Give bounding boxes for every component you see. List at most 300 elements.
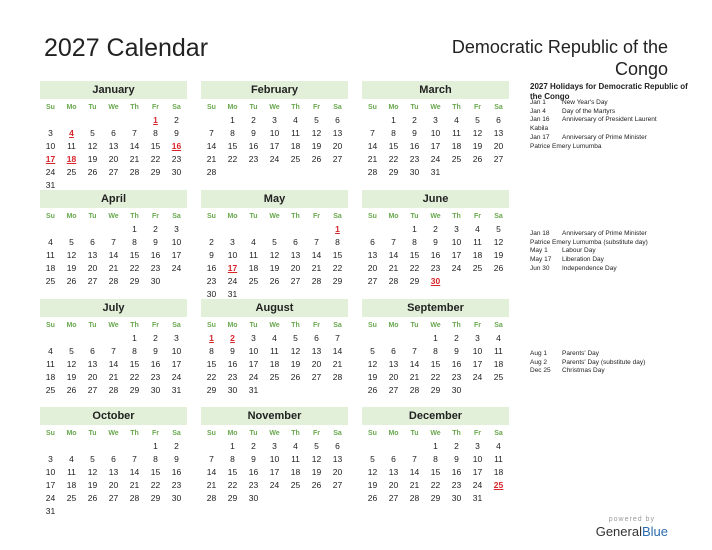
calendar-day: 11 xyxy=(249,250,258,260)
weekday-label: We xyxy=(430,430,441,437)
weekday-label: Mo xyxy=(227,322,238,329)
calendar-day: 8 xyxy=(132,346,137,356)
empty-cell xyxy=(82,440,103,453)
empty-cell xyxy=(82,114,103,127)
weekday-label: Sa xyxy=(333,213,342,220)
calendar-day: 5 xyxy=(69,346,74,356)
calendar-day: 3 xyxy=(433,115,438,125)
calendar-day: 5 xyxy=(370,346,375,356)
empty-cell xyxy=(383,440,404,453)
calendar-day: 9 xyxy=(153,237,158,247)
weekday-label: Mo xyxy=(227,104,238,111)
weekday-label: Mo xyxy=(66,322,77,329)
brand-logo[interactable] xyxy=(596,524,668,540)
powered-by-text: powered by xyxy=(608,516,655,523)
calendar-day: 20 xyxy=(388,372,399,382)
calendar-day: 11 xyxy=(494,454,503,464)
calendar-day: 22 xyxy=(206,372,217,382)
calendar-day: 29 xyxy=(388,167,399,177)
calendar-day: 16 xyxy=(248,141,259,151)
weekday-label: We xyxy=(108,322,119,329)
calendar-day: 17 xyxy=(472,359,483,369)
calendar-day: 21 xyxy=(129,154,140,164)
weekday-label: Tu xyxy=(88,213,97,220)
holiday-name-continued: Kabila xyxy=(530,125,549,133)
month-name: September xyxy=(362,299,509,317)
holiday-name: Parents' Day xyxy=(562,350,600,357)
calendar-day: 31 xyxy=(248,385,259,395)
calendar-day: 17 xyxy=(269,141,280,151)
calendar-day: 20 xyxy=(367,263,378,273)
holiday-name: Anniversary of Prime Minister xyxy=(562,133,647,141)
holiday-row xyxy=(530,116,705,125)
holiday-name: Parents' Day (substitute day) xyxy=(562,358,646,366)
calendar-day: 30 xyxy=(451,385,462,395)
calendar-day: 8 xyxy=(132,237,137,247)
calendar-day: 27 xyxy=(290,276,301,286)
calendar-day: 15 xyxy=(409,250,420,260)
calendar-day: 18 xyxy=(472,250,483,260)
calendar-day: 2 xyxy=(433,224,438,234)
calendar-day: 28 xyxy=(367,167,378,177)
weekday-label: Fr xyxy=(474,104,481,111)
calendar-day: 30 xyxy=(227,385,238,395)
calendar-day: 5 xyxy=(496,224,501,234)
calendar-day: 29 xyxy=(227,493,238,503)
country-name: Democratic Republic of the Congo xyxy=(451,37,668,79)
calendar-day: 13 xyxy=(493,128,504,138)
calendar-day: 24 xyxy=(45,167,56,177)
calendar-day: 13 xyxy=(87,250,98,260)
weekday-label: We xyxy=(269,213,280,220)
calendar-day: 6 xyxy=(496,115,501,125)
holiday-date-label: Jun 30 xyxy=(530,264,550,272)
calendar-day: 28 xyxy=(129,493,140,503)
calendar-day: 17 xyxy=(171,359,182,369)
calendar-day: 7 xyxy=(209,454,214,464)
weekday-label: Su xyxy=(46,430,55,437)
calendar-day: 12 xyxy=(66,250,77,260)
holiday-name-continued: Patrice Emery Lumumba xyxy=(530,142,602,150)
weekday-label: Su xyxy=(368,213,377,220)
holiday-date: 25 xyxy=(493,480,504,490)
calendar-day: 6 xyxy=(111,128,116,138)
calendar-day: 17 xyxy=(269,467,280,477)
calendar-day: 30 xyxy=(171,493,182,503)
calendar-day: 13 xyxy=(332,454,343,464)
calendar-day: 4 xyxy=(293,115,298,125)
empty-cell xyxy=(61,440,82,453)
calendar-day: 21 xyxy=(311,263,322,273)
holiday-row xyxy=(530,230,705,239)
weekday-label: Su xyxy=(207,213,216,220)
month-march xyxy=(362,81,509,179)
calendar-day: 7 xyxy=(111,237,116,247)
calendar-day: 17 xyxy=(472,467,483,477)
calendar-day: 14 xyxy=(367,141,378,151)
weekday-label: Fr xyxy=(152,104,159,111)
holiday-row xyxy=(530,99,705,108)
calendar-day: 10 xyxy=(472,454,483,464)
calendar-day: 21 xyxy=(367,154,378,164)
empty-cell xyxy=(201,114,222,127)
calendar-day: 15 xyxy=(129,250,140,260)
calendar-day: 29 xyxy=(409,276,420,286)
weekday-label: We xyxy=(269,322,280,329)
calendar-day: 1 xyxy=(433,441,438,451)
calendar-day: 15 xyxy=(430,359,441,369)
calendar-day: 3 xyxy=(272,441,277,451)
weekday-label: Fr xyxy=(152,430,159,437)
calendar-day: 18 xyxy=(290,141,301,151)
holiday-row xyxy=(530,134,705,143)
empty-cell xyxy=(40,332,61,345)
calendar-day: 22 xyxy=(129,372,140,382)
calendar-day: 18 xyxy=(248,263,259,273)
calendar-day: 14 xyxy=(409,359,420,369)
calendar-day: 21 xyxy=(388,263,399,273)
calendar-day: 24 xyxy=(472,480,483,490)
calendar-day: 26 xyxy=(66,276,77,286)
calendar-day: 6 xyxy=(90,237,95,247)
weekday-label: Tu xyxy=(88,322,97,329)
calendar-day: 11 xyxy=(473,237,482,247)
calendar-day: 25 xyxy=(45,385,56,395)
month-name: July xyxy=(40,299,187,317)
calendar-day: 14 xyxy=(108,359,119,369)
calendar-day: 4 xyxy=(251,237,256,247)
empty-cell xyxy=(285,223,306,236)
calendar-day: 22 xyxy=(150,480,161,490)
brand-general: General xyxy=(595,524,642,539)
calendar-day: 29 xyxy=(129,276,140,286)
calendar-day: 4 xyxy=(272,333,277,343)
calendar-day: 6 xyxy=(111,454,116,464)
month-name: October xyxy=(40,407,187,425)
calendar-day: 29 xyxy=(150,493,161,503)
calendar-day: 13 xyxy=(388,467,399,477)
calendar-day: 12 xyxy=(66,359,77,369)
calendar-day: 18 xyxy=(45,372,56,382)
calendar-day: 29 xyxy=(430,493,441,503)
calendar-day: 22 xyxy=(129,263,140,273)
calendar-day: 12 xyxy=(493,237,504,247)
weekday-label: Su xyxy=(368,104,377,111)
calendar-day: 18 xyxy=(66,480,77,490)
weekday-label: Mo xyxy=(388,104,399,111)
calendar-day: 25 xyxy=(248,276,259,286)
calendar-day: 16 xyxy=(248,467,259,477)
calendar-day: 24 xyxy=(227,276,238,286)
weekday-label: We xyxy=(269,430,280,437)
empty-cell xyxy=(124,440,145,453)
calendar-day: 10 xyxy=(45,141,56,151)
calendar-day: 9 xyxy=(412,128,417,138)
calendar-day: 9 xyxy=(230,346,235,356)
weekday-label: Mo xyxy=(227,430,238,437)
calendar-day: 8 xyxy=(433,346,438,356)
calendar-day: 6 xyxy=(370,237,375,247)
weekday-label: Th xyxy=(452,213,461,220)
holiday-name: Day of the Martyrs xyxy=(562,107,616,115)
calendar-day: 25 xyxy=(269,372,280,382)
calendar-day: 4 xyxy=(454,115,459,125)
holiday-date-label: Dec 25 xyxy=(530,367,551,375)
empty-cell xyxy=(362,332,383,345)
calendar-day: 24 xyxy=(248,372,259,382)
weekday-label: We xyxy=(430,322,441,329)
weekday-label: Tu xyxy=(249,430,258,437)
calendar-day: 3 xyxy=(475,333,480,343)
calendar-day: 4 xyxy=(69,454,74,464)
calendar-day: 18 xyxy=(493,467,504,477)
calendar-day: 15 xyxy=(206,359,217,369)
weekday-label: Th xyxy=(291,213,300,220)
calendar-day: 3 xyxy=(272,115,277,125)
calendar-day: 12 xyxy=(269,250,280,260)
calendar-day: 7 xyxy=(335,333,340,343)
calendar-day: 28 xyxy=(108,385,119,395)
calendar-day: 7 xyxy=(132,128,137,138)
calendar-day: 21 xyxy=(332,359,343,369)
calendar-day: 19 xyxy=(66,372,77,382)
weekday-label: Su xyxy=(207,322,216,329)
holiday-date-label: Jan 16 xyxy=(530,116,550,124)
calendar-day: 4 xyxy=(48,237,53,247)
calendar-day: 10 xyxy=(171,346,182,356)
calendar-day: 9 xyxy=(174,454,179,464)
calendar-day: 7 xyxy=(314,237,319,247)
weekday-label: Su xyxy=(46,322,55,329)
calendar-day: 19 xyxy=(87,480,98,490)
calendar-day: 12 xyxy=(367,359,378,369)
day-grid xyxy=(40,317,187,397)
month-december xyxy=(362,407,509,505)
calendar-day: 20 xyxy=(332,467,343,477)
calendar-day: 1 xyxy=(433,333,438,343)
calendar-day: 19 xyxy=(472,141,483,151)
month-may xyxy=(201,190,348,301)
weekday-label: Tu xyxy=(249,213,258,220)
calendar-day: 29 xyxy=(430,385,441,395)
calendar-day: 17 xyxy=(45,480,56,490)
weekday-label: Sa xyxy=(494,213,503,220)
calendar-day: 20 xyxy=(108,154,119,164)
calendar-day: 9 xyxy=(209,250,214,260)
calendar-day: 3 xyxy=(230,237,235,247)
calendar-day: 19 xyxy=(367,372,378,382)
holiday-date-label: Aug 1 xyxy=(530,350,547,357)
calendar-day: 16 xyxy=(430,250,441,260)
calendar-day: 23 xyxy=(150,263,161,273)
weekday-label: Sa xyxy=(333,322,342,329)
empty-cell xyxy=(124,114,145,127)
calendar-day: 13 xyxy=(388,359,399,369)
weekday-label: Th xyxy=(130,430,139,437)
calendar-day: 3 xyxy=(454,224,459,234)
calendar-day: 9 xyxy=(153,346,158,356)
calendar-day: 9 xyxy=(174,128,179,138)
calendar-day: 24 xyxy=(171,372,182,382)
weekday-label: Fr xyxy=(474,322,481,329)
calendar-day: 4 xyxy=(496,333,501,343)
month-february xyxy=(201,81,348,179)
calendar-day: 26 xyxy=(311,480,322,490)
calendar-day: 14 xyxy=(409,467,420,477)
calendar-day: 1 xyxy=(412,224,417,234)
weekday-label: We xyxy=(269,104,280,111)
holiday-date: 18 xyxy=(66,154,77,164)
weekday-label: Tu xyxy=(410,104,419,111)
calendar-day: 6 xyxy=(335,441,340,451)
calendar-day: 18 xyxy=(290,467,301,477)
empty-cell xyxy=(103,114,124,127)
holiday-list xyxy=(530,230,705,274)
calendar-day: 23 xyxy=(171,480,182,490)
calendar-day: 15 xyxy=(150,467,161,477)
calendar-day: 28 xyxy=(206,493,217,503)
calendar-day: 20 xyxy=(332,141,343,151)
calendar-day: 17 xyxy=(248,359,259,369)
holiday-name: Anniversary of Prime Minister xyxy=(562,230,647,237)
calendar-day: 10 xyxy=(171,237,182,247)
holiday-date-label: May 17 xyxy=(530,256,552,264)
weekday-label: Tu xyxy=(88,104,97,111)
holiday-date: 1 xyxy=(153,115,158,125)
calendar-day: 21 xyxy=(206,154,217,164)
calendar-day: 17 xyxy=(171,250,182,260)
empty-cell xyxy=(264,223,285,236)
calendar-day: 16 xyxy=(150,250,161,260)
calendar-day: 26 xyxy=(472,154,483,164)
empty-cell xyxy=(306,223,327,236)
calendar-day: 1 xyxy=(132,333,137,343)
weekday-label: We xyxy=(108,104,119,111)
calendar-day: 1 xyxy=(230,115,235,125)
month-name: December xyxy=(362,407,509,425)
calendar-day: 8 xyxy=(433,454,438,464)
calendar-day: 10 xyxy=(45,467,56,477)
weekday-label: Fr xyxy=(474,430,481,437)
calendar-day: 22 xyxy=(430,480,441,490)
calendar-day: 14 xyxy=(332,346,343,356)
calendar-day: 5 xyxy=(370,454,375,464)
calendar-day: 7 xyxy=(370,128,375,138)
calendar-day: 3 xyxy=(48,454,53,464)
holiday-date: 1 xyxy=(209,333,214,343)
holiday-name: Labour Day xyxy=(562,247,596,255)
weekday-label: Tu xyxy=(249,104,258,111)
calendar-day: 2 xyxy=(454,333,459,343)
calendar-day: 7 xyxy=(132,454,137,464)
month-name: June xyxy=(362,190,509,208)
weekday-label: Fr xyxy=(313,322,320,329)
calendar-day: 13 xyxy=(332,128,343,138)
calendar-day: 18 xyxy=(45,263,56,273)
weekday-label: We xyxy=(108,430,119,437)
calendar-day: 14 xyxy=(388,250,399,260)
calendar-day: 26 xyxy=(87,167,98,177)
calendar-day: 19 xyxy=(269,263,280,273)
calendar-day: 27 xyxy=(332,154,343,164)
weekday-label: Sa xyxy=(333,104,342,111)
holiday-date: 17 xyxy=(45,154,56,164)
holiday-list xyxy=(530,350,705,376)
calendar-day: 11 xyxy=(291,454,300,464)
calendar-day: 2 xyxy=(454,441,459,451)
empty-cell xyxy=(383,223,404,236)
calendar-day: 11 xyxy=(452,128,461,138)
calendar-day: 11 xyxy=(46,359,55,369)
calendar-day: 1 xyxy=(230,441,235,451)
calendar-day: 26 xyxy=(290,372,301,382)
calendar-day: 21 xyxy=(206,480,217,490)
holiday-list xyxy=(530,99,705,151)
calendar-day: 2 xyxy=(174,115,179,125)
holiday-row xyxy=(530,247,705,256)
empty-cell xyxy=(383,332,404,345)
calendar-day: 3 xyxy=(48,128,53,138)
day-grid xyxy=(201,208,348,301)
weekday-label: Tu xyxy=(410,430,419,437)
calendar-day: 18 xyxy=(493,359,504,369)
calendar-day: 25 xyxy=(66,493,77,503)
day-grid xyxy=(40,99,187,192)
holiday-date-label: Jan 17 xyxy=(530,133,550,141)
weekday-label: Th xyxy=(130,104,139,111)
weekday-label: Fr xyxy=(313,430,320,437)
empty-cell xyxy=(103,223,124,236)
calendar-day: 10 xyxy=(472,346,483,356)
calendar-day: 11 xyxy=(67,467,76,477)
calendar-day: 1 xyxy=(391,115,396,125)
calendar-day: 27 xyxy=(367,276,378,286)
calendar-day: 20 xyxy=(493,141,504,151)
calendar-day: 16 xyxy=(227,359,238,369)
calendar-day: 17 xyxy=(451,250,462,260)
calendar-day: 24 xyxy=(451,263,462,273)
calendar-day: 20 xyxy=(311,359,322,369)
holiday-name: Anniversary of President Laurent xyxy=(562,116,657,124)
weekday-label: Su xyxy=(368,430,377,437)
calendar-day: 25 xyxy=(290,154,301,164)
calendar-day: 14 xyxy=(311,250,322,260)
calendar-day: 15 xyxy=(150,141,161,151)
month-name: January xyxy=(40,81,187,99)
calendar-day: 27 xyxy=(388,493,399,503)
calendar-day: 6 xyxy=(314,333,319,343)
calendar-day: 9 xyxy=(433,237,438,247)
calendar-day: 8 xyxy=(153,128,158,138)
weekday-label: Sa xyxy=(172,213,181,220)
weekday-label: Th xyxy=(130,322,139,329)
empty-cell xyxy=(404,440,425,453)
calendar-day: 7 xyxy=(209,128,214,138)
calendar-day: 11 xyxy=(270,346,279,356)
calendar-day: 23 xyxy=(430,263,441,273)
weekday-label: Mo xyxy=(66,213,77,220)
calendar-day: 16 xyxy=(171,467,182,477)
weekday-label: Th xyxy=(291,430,300,437)
calendar-day: 6 xyxy=(391,346,396,356)
calendar-day: 23 xyxy=(171,154,182,164)
calendar-day: 27 xyxy=(332,480,343,490)
calendar-day: 12 xyxy=(87,141,98,151)
calendar-day: 8 xyxy=(230,454,235,464)
calendar-day: 7 xyxy=(412,454,417,464)
empty-cell xyxy=(201,223,222,236)
calendar-day: 26 xyxy=(367,385,378,395)
